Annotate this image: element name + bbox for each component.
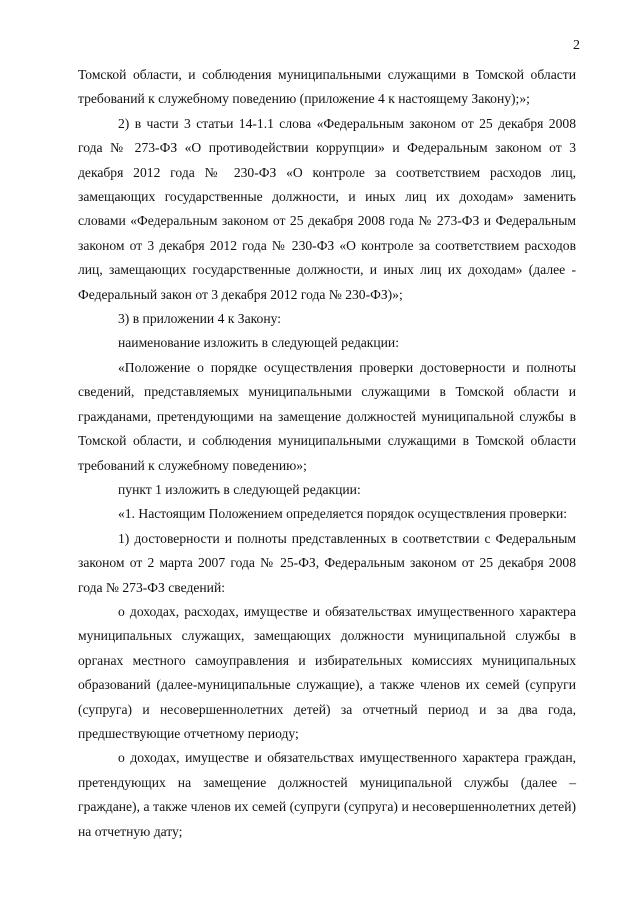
document-body <box>78 63 576 844</box>
paragraph-7: «1. Настоящим Положением определяется порядок осуществления проверки: <box>118 506 567 522</box>
paragraph-6: пункт 1 изложить в следующей редакции: <box>118 481 361 497</box>
paragraph-4: наименование изложить в следующей редакции: <box>118 335 399 351</box>
paragraph-2: 2) в части 3 статьи 14-1.1 слова «Федеральным законом от 25 декабря 2008 года № 273-ФЗ «О противодействии коррупции» и Федеральным законом от 3 декабря 2012 года № 230-ФЗ «О контроле за соответствием расходов лиц, замещающих государственные должности, и иных лиц их доходам» заменить словами «Федеральным законом от 25 декабря 2008 года № 273-ФЗ и Федеральным законом от 3 декабря 2012 года № 230-ФЗ «О контроле за соответствием расходов лиц, замещающих государственные должности, и иных лиц их доходам» (далее - Федеральный закон от 3 декабря 2012 года № 230-ФЗ)»; <box>78 115 576 302</box>
paragraph-5: «Положение о порядке осуществления проверки достоверности и полноты сведений, представляемых муниципальными служащими в Томской области и гражданами, претендующими на замещение должностей муниципальной службы в Томской области, и соблюдения муниципальными служащими в Томской области требований к служебному поведению»; <box>78 359 576 473</box>
paragraph-9: о доходах, расходах, имуществе и обязательствах имущественного характера муниципальных служащих, замещающих должности муниципальной службы в органах местного самоуправления и избирательных комиссиях муниципальных образований (далее-муниципальные служащие), а также членов их семей (супруги (супруга) и несовершеннолетних детей) за отчетный период и за два года, предшествующие отчетному периоду; <box>78 603 576 741</box>
paragraph-1: Томской области, и соблюдения муниципальными служащими в Томской области требований к служебному поведению (приложение 4 к настоящему Закону);»; <box>78 67 576 107</box>
page-number: 2 <box>573 38 580 53</box>
paragraph-3: 3) в приложении 4 к Закону: <box>118 311 282 327</box>
paragraph-10: о доходах, имуществе и обязательствах имущественного характера граждан, претендующих на замещение должностей муниципальной службы (далее – граждане), а также членов их семей (супруги (супруга) и несовершеннолетних детей) на отчетную дату; <box>78 750 576 839</box>
paragraph-8: 1) достоверности и полноты представленных в соответствии с Федеральным законом от 2 марта 2007 года № 25-ФЗ, Федеральным законом от 25 декабря 2008 года № 273-ФЗ сведений: <box>78 530 576 595</box>
